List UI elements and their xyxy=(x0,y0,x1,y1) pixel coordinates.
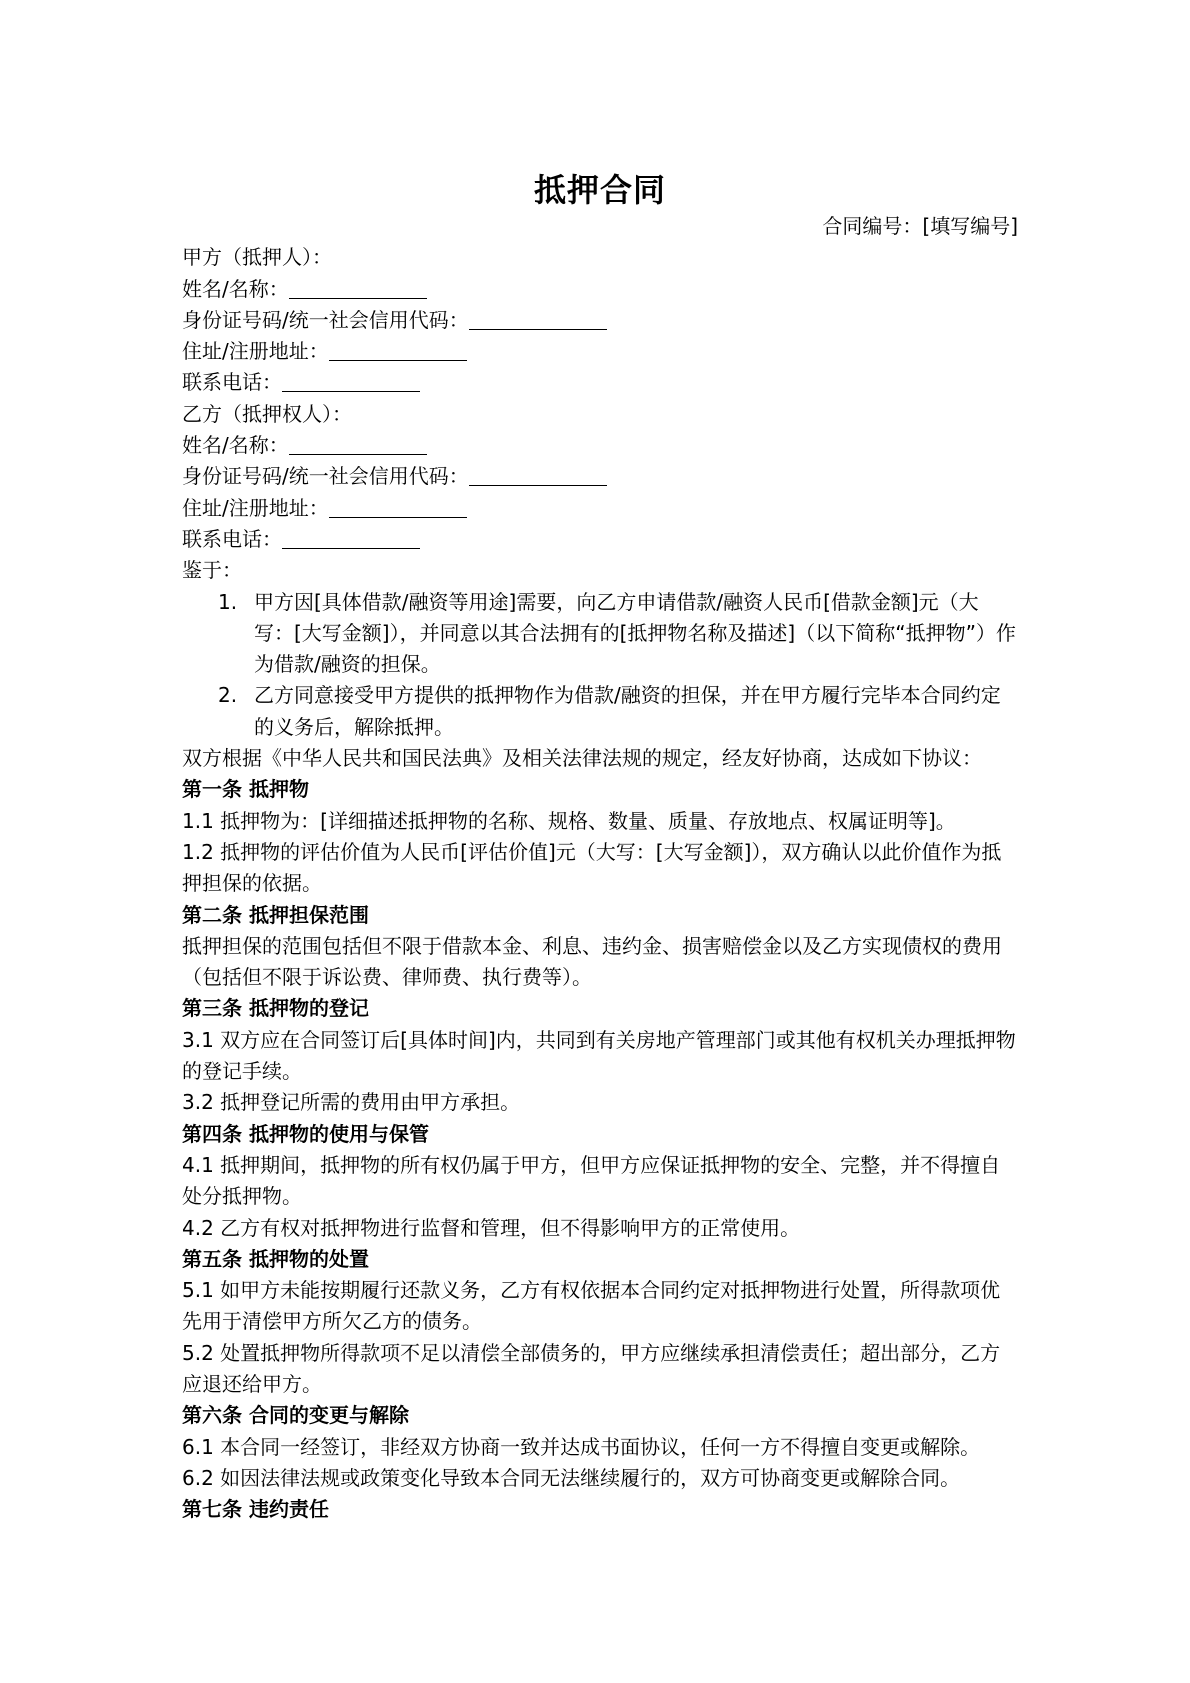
party-b-phone-label: 联系电话： xyxy=(182,526,282,551)
clause-3-1: 3.1 双方应在合同签订后[具体时间]内，共同到有关房地产管理部门或其他有权机关办理抵押物的登记手续。 xyxy=(182,1027,1016,1084)
contract-number: 合同编号：[填写编号] xyxy=(822,214,1018,238)
party-a-name-blank xyxy=(289,278,427,299)
party-a-id-label: 身份证号码/统一社会信用代码： xyxy=(182,307,469,332)
recital-number: 2. xyxy=(218,683,238,708)
article-4-heading: 第四条 抵押物的使用与保管 xyxy=(182,1121,429,1146)
clause-5-1: 5.1 如甲方未能按期履行还款义务，乙方有权依据本合同约定对抵押物进行处置，所得款项优先用于清偿甲方所欠乙方的债务。 xyxy=(182,1278,1001,1334)
recital-number: 1. xyxy=(218,589,238,614)
party-b-heading: 乙方（抵押权人）： xyxy=(182,401,352,426)
article-7-heading: 第七条 违约责任 xyxy=(182,1497,329,1522)
clause-6-1: 6.1 本合同一经签订，非经双方协商一致并达成书面协议，任何一方不得擅自变更或解除。 xyxy=(182,1434,981,1459)
recital-text: 甲方因[具体借款/融资等用途]需要，向乙方申请借款/融资人民币[借款金额]元（大写：[大写金额]），并同意以其合法拥有的[抵押物名称及描述]（以下简称“抵押物”）作为借款/融资的担保。 xyxy=(254,589,1016,677)
recital-item xyxy=(182,680,1018,743)
party-a-phone-line xyxy=(182,367,1018,398)
party-a-address-label: 住址/注册地址： xyxy=(182,339,329,364)
clause-2-body: 抵押担保的范围包括但不限于借款本金、利息、违约金、损害赔偿金以及乙方实现债权的费用（包括但不限于诉讼费、律师费、执行费等）。 xyxy=(182,933,1002,990)
clause-3-2: 3.2 抵押登记所需的费用由甲方承担。 xyxy=(182,1090,521,1115)
party-b-phone-line xyxy=(182,524,1018,555)
party-a-id-blank xyxy=(469,309,607,330)
party-a-id-line xyxy=(182,305,1018,336)
article-1-heading: 第一条 抵押物 xyxy=(182,777,309,802)
party-a-phone-blank xyxy=(282,371,420,392)
party-a-name-label: 姓名/名称： xyxy=(182,276,289,301)
document-body xyxy=(182,170,1018,1525)
party-b-id-label: 身份证号码/统一社会信用代码： xyxy=(182,464,469,489)
party-b-phone-blank xyxy=(282,528,420,549)
document-title: 抵押合同 xyxy=(533,171,666,209)
recital-item xyxy=(182,587,1018,681)
party-a-heading: 甲方（抵押人）： xyxy=(182,245,332,270)
party-a-address-blank xyxy=(329,340,467,361)
article-3-heading: 第三条 抵押物的登记 xyxy=(182,996,369,1021)
party-a-phone-label: 联系电话： xyxy=(182,370,282,395)
clause-4-1: 4.1 抵押期间，抵押物的所有权仍属于甲方，但甲方应保证抵押物的安全、完整，并不得擅自处分抵押物。 xyxy=(182,1152,1001,1209)
clause-1-1: 1.1 抵押物为：[详细描述抵押物的名称、规格、数量、质量、存放地点、权属证明等]。 xyxy=(182,808,956,833)
party-b-section xyxy=(182,399,1018,555)
recital-text: 乙方同意接受甲方提供的抵押物作为借款/融资的担保，并在甲方履行完毕本合同约定的义务后，解除抵押。 xyxy=(254,683,1001,739)
article-5-heading: 第五条 抵押物的处置 xyxy=(182,1246,369,1271)
party-b-name-label: 姓名/名称： xyxy=(182,433,289,458)
article-6-heading: 第六条 合同的变更与解除 xyxy=(182,1403,409,1428)
clause-1-2: 1.2 抵押物的评估价值为人民币[评估价值]元（大写：[大写金额]），双方确认以此价值作为抵押担保的依据。 xyxy=(182,839,1002,896)
party-b-name-line xyxy=(182,430,1018,461)
article-2-heading: 第二条 抵押担保范围 xyxy=(182,902,369,927)
clause-6-2: 6.2 如因法律法规或政策变化导致本合同无法继续履行的，双方可协商变更或解除合同。 xyxy=(182,1465,961,1490)
clause-4-2: 4.2 乙方有权对抵押物进行监督和管理，但不得影响甲方的正常使用。 xyxy=(182,1215,801,1240)
party-b-address-line xyxy=(182,493,1018,524)
party-b-name-blank xyxy=(289,434,427,455)
party-b-address-blank xyxy=(329,497,467,518)
party-b-address-label: 住址/注册地址： xyxy=(182,495,329,520)
party-b-id-line xyxy=(182,461,1018,492)
party-a-section xyxy=(182,242,1018,398)
party-a-name-line xyxy=(182,274,1018,305)
recitals-list xyxy=(182,587,1018,743)
clause-5-2: 5.2 处置抵押物所得款项不足以清偿全部债务的，甲方应继续承担清偿责任；超出部分，乙方应退还给甲方。 xyxy=(182,1340,1001,1396)
party-a-address-line xyxy=(182,336,1018,367)
whereas-label: 鉴于： xyxy=(182,558,242,583)
party-b-id-blank xyxy=(469,465,607,486)
agreement-intro: 双方根据《中华人民共和国民法典》及相关法律法规的规定，经友好协商，达成如下协议： xyxy=(182,746,982,771)
